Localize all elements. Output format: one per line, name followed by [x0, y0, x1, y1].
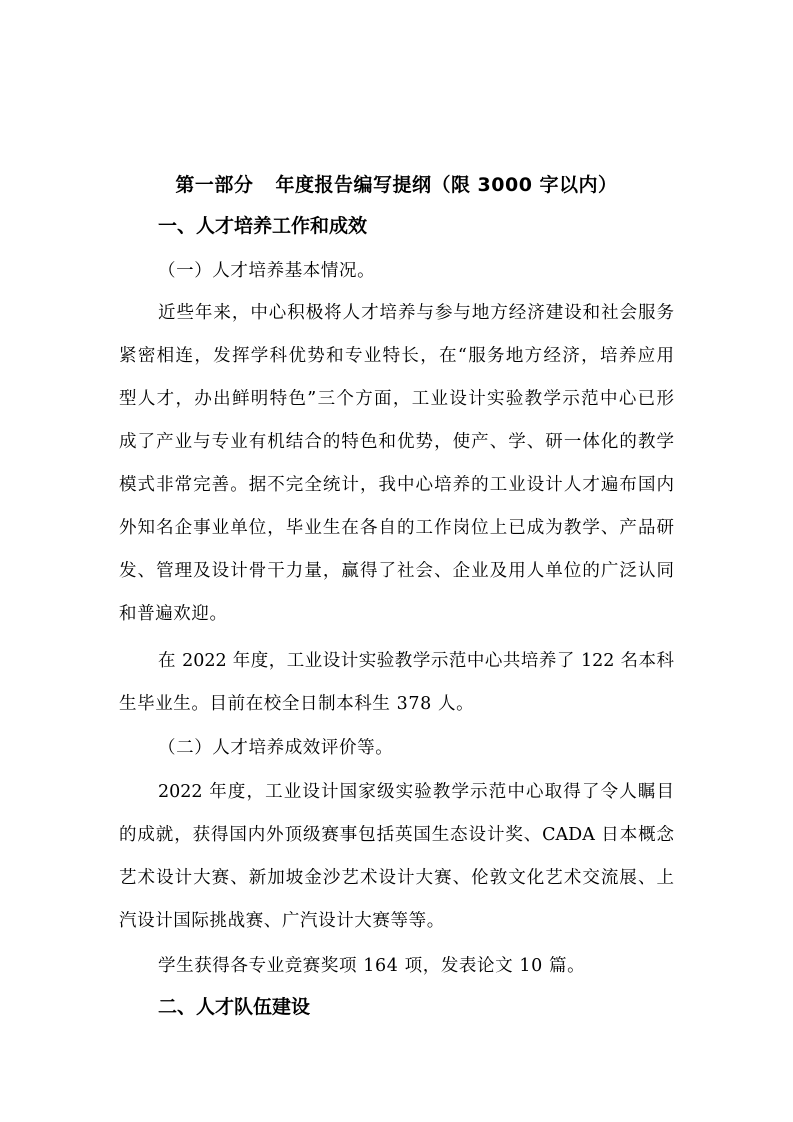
paragraph-line: 2022 年度，工业设计国家级实验教学示范中心取得了令人瞩目 [158, 782, 674, 802]
paragraph-line: 外知名企事业单位，毕业生在各自的工作岗位上已成为教学、产品研 [119, 518, 674, 538]
subsection-heading-2: （二）人才培养成效评价等。 [158, 738, 394, 758]
paragraph-line: 和普遍欢迎。 [119, 604, 228, 624]
paragraph-line: 汽设计国际挑战赛、广汽设计大赛等等。 [119, 911, 445, 931]
paragraph-line: 生毕业生。目前在校全日制本科生 378 人。 [119, 694, 475, 714]
page-title [0, 170, 793, 200]
paragraph-line: 紧密相连，发挥学科优势和专业特长，在“服务地方经济，培养应用 [119, 346, 674, 366]
subsection-heading-1: （一）人才培养基本情况。 [158, 261, 376, 281]
title-part: 第一部分 [175, 174, 254, 196]
paragraph-line: 成了产业与专业有机结合的特色和优势，使产、学、研一体化的教学 [119, 432, 674, 452]
paragraph-line: 近些年来，中心积极将人才培养与参与地方经济建设和社会服务 [158, 303, 674, 323]
section-heading-1: 一、人才培养工作和成效 [158, 215, 368, 237]
paragraph-line: 艺术设计大赛、新加坡金沙艺术设计大赛、伦敦文化艺术交流展、上 [119, 868, 674, 888]
paragraph-line: 学生获得各专业竞赛奖项 164 项，发表论文 10 篇。 [158, 956, 586, 976]
paragraph-line: 的成就，获得国内外顶级赛事包括英国生态设计奖、CADA 日本概念 [119, 825, 674, 845]
paragraph-line: 型人才，办出鲜明特色”三个方面，工业设计实验教学示范中心已形 [119, 389, 674, 409]
section-heading-2: 二、人才队伍建设 [158, 996, 311, 1018]
paragraph-line: 发、管理及设计骨干力量，赢得了社会、企业及用人单位的广泛认同 [119, 561, 674, 581]
paragraph-line: 在 2022 年度，工业设计实验教学示范中心共培养了 122 名本科 [158, 651, 674, 671]
paragraph-line: 模式非常完善。据不完全统计，我中心培养的工业设计人才遍布国内 [119, 475, 674, 495]
title-name: 年度报告编写提纲（限 3000 字以内） [275, 174, 618, 196]
